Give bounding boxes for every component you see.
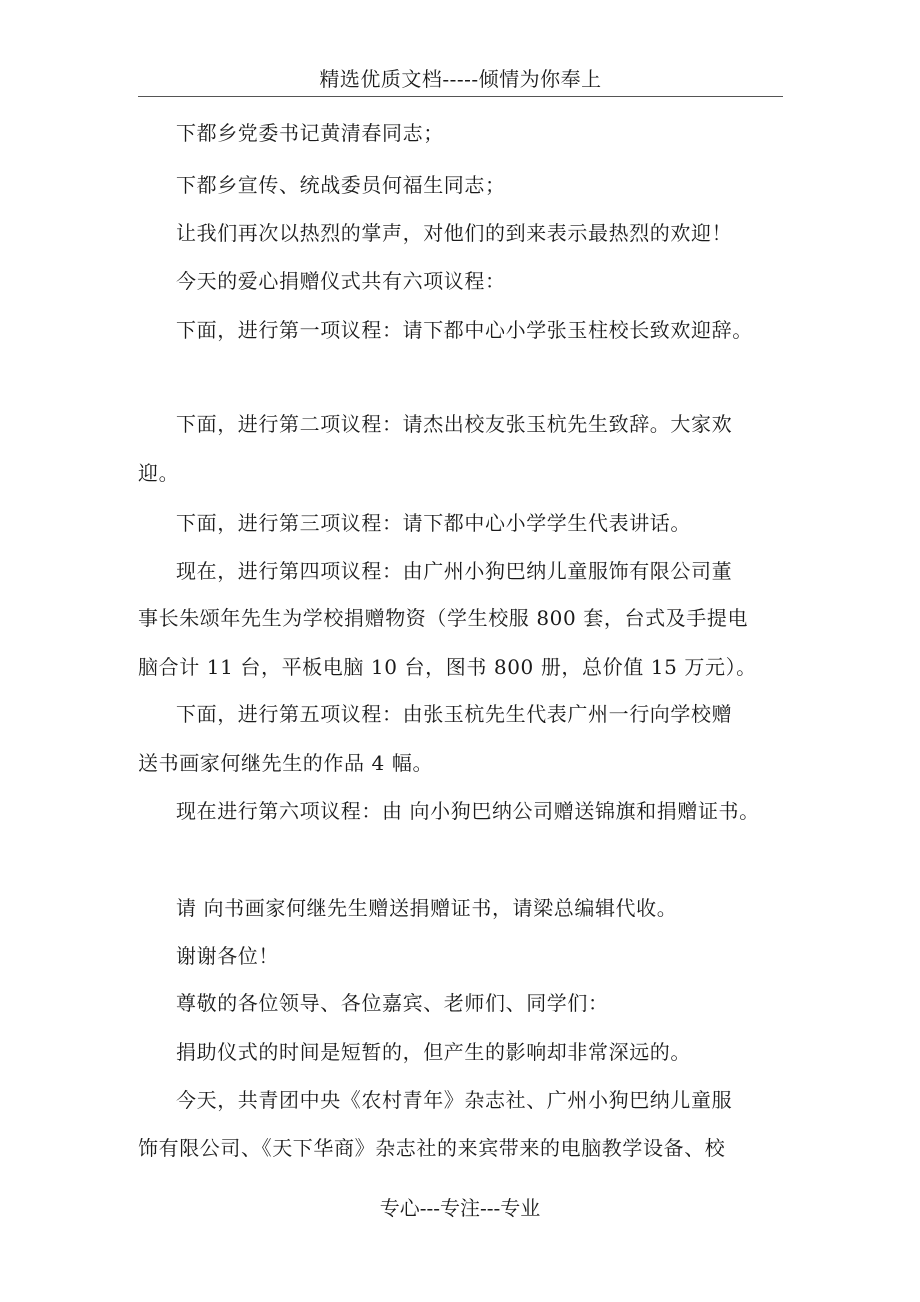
text-line: 今天，共青团中央《农村青年》杂志社、广州小狗巴纳儿童服 — [176, 1088, 733, 1112]
text-line: 迎。 — [138, 461, 180, 485]
text-line: 让我们再次以热烈的掌声，对他们的到来表示最热烈的欢迎！ — [176, 221, 733, 245]
text-line: 尊敬的各位领导、各位嘉宾、老师们、同学们： — [176, 991, 609, 1015]
text-line: 今天的爱心捐赠仪式共有六项议程： — [176, 269, 506, 293]
text-line: 下面，进行第一项议程：请下都中心小学张玉柱校长致欢迎辞。 — [176, 318, 753, 342]
page-footer: 专心---专注---专业 — [379, 1196, 541, 1220]
text-line: 现在进行第六项议程：由 向小狗巴纳公司赠送锦旗和捐赠证书。 — [176, 799, 760, 823]
text-line: 下面，进行第三项议程：请下都中心小学学生代表讲话。 — [176, 511, 691, 535]
text-line: 饰有限公司、《天下华商》杂志社的来宾带来的电脑教学设备、校 — [138, 1136, 726, 1160]
page-header: 精选优质文档-----倾情为你奉上 — [138, 62, 783, 97]
text-line: 下都乡宣传、统战委员何福生同志； — [176, 173, 506, 197]
text-line: 事长朱颂年先生为学校捐赠物资（学生校服 800 套，台式及手提电 — [138, 606, 749, 630]
text-line: 送书画家何继先生的作品 4 幅。 — [138, 751, 434, 775]
text-line: 请 向书画家何继先生赠送捐赠证书，请梁总编辑代收。 — [176, 896, 678, 920]
text-line: 脑合计 11 台，平板电脑 10 台，图书 800 册，总价值 15 万元）。 — [138, 655, 757, 679]
text-line: 谢谢各位！ — [176, 944, 279, 968]
text-line: 下面，进行第五项议程：由张玉杭先生代表广州一行向学校赠 — [176, 702, 733, 726]
text-line: 下面，进行第二项议程：请杰出校友张玉杭先生致辞。大家欢 — [176, 412, 733, 436]
text-line: 下都乡党委书记黄清春同志； — [176, 121, 444, 145]
text-line: 捐助仪式的时间是短暂的，但产生的影响却非常深远的。 — [176, 1040, 691, 1064]
text-line: 现在，进行第四项议程：由广州小狗巴纳儿童服饰有限公司董 — [176, 559, 733, 583]
